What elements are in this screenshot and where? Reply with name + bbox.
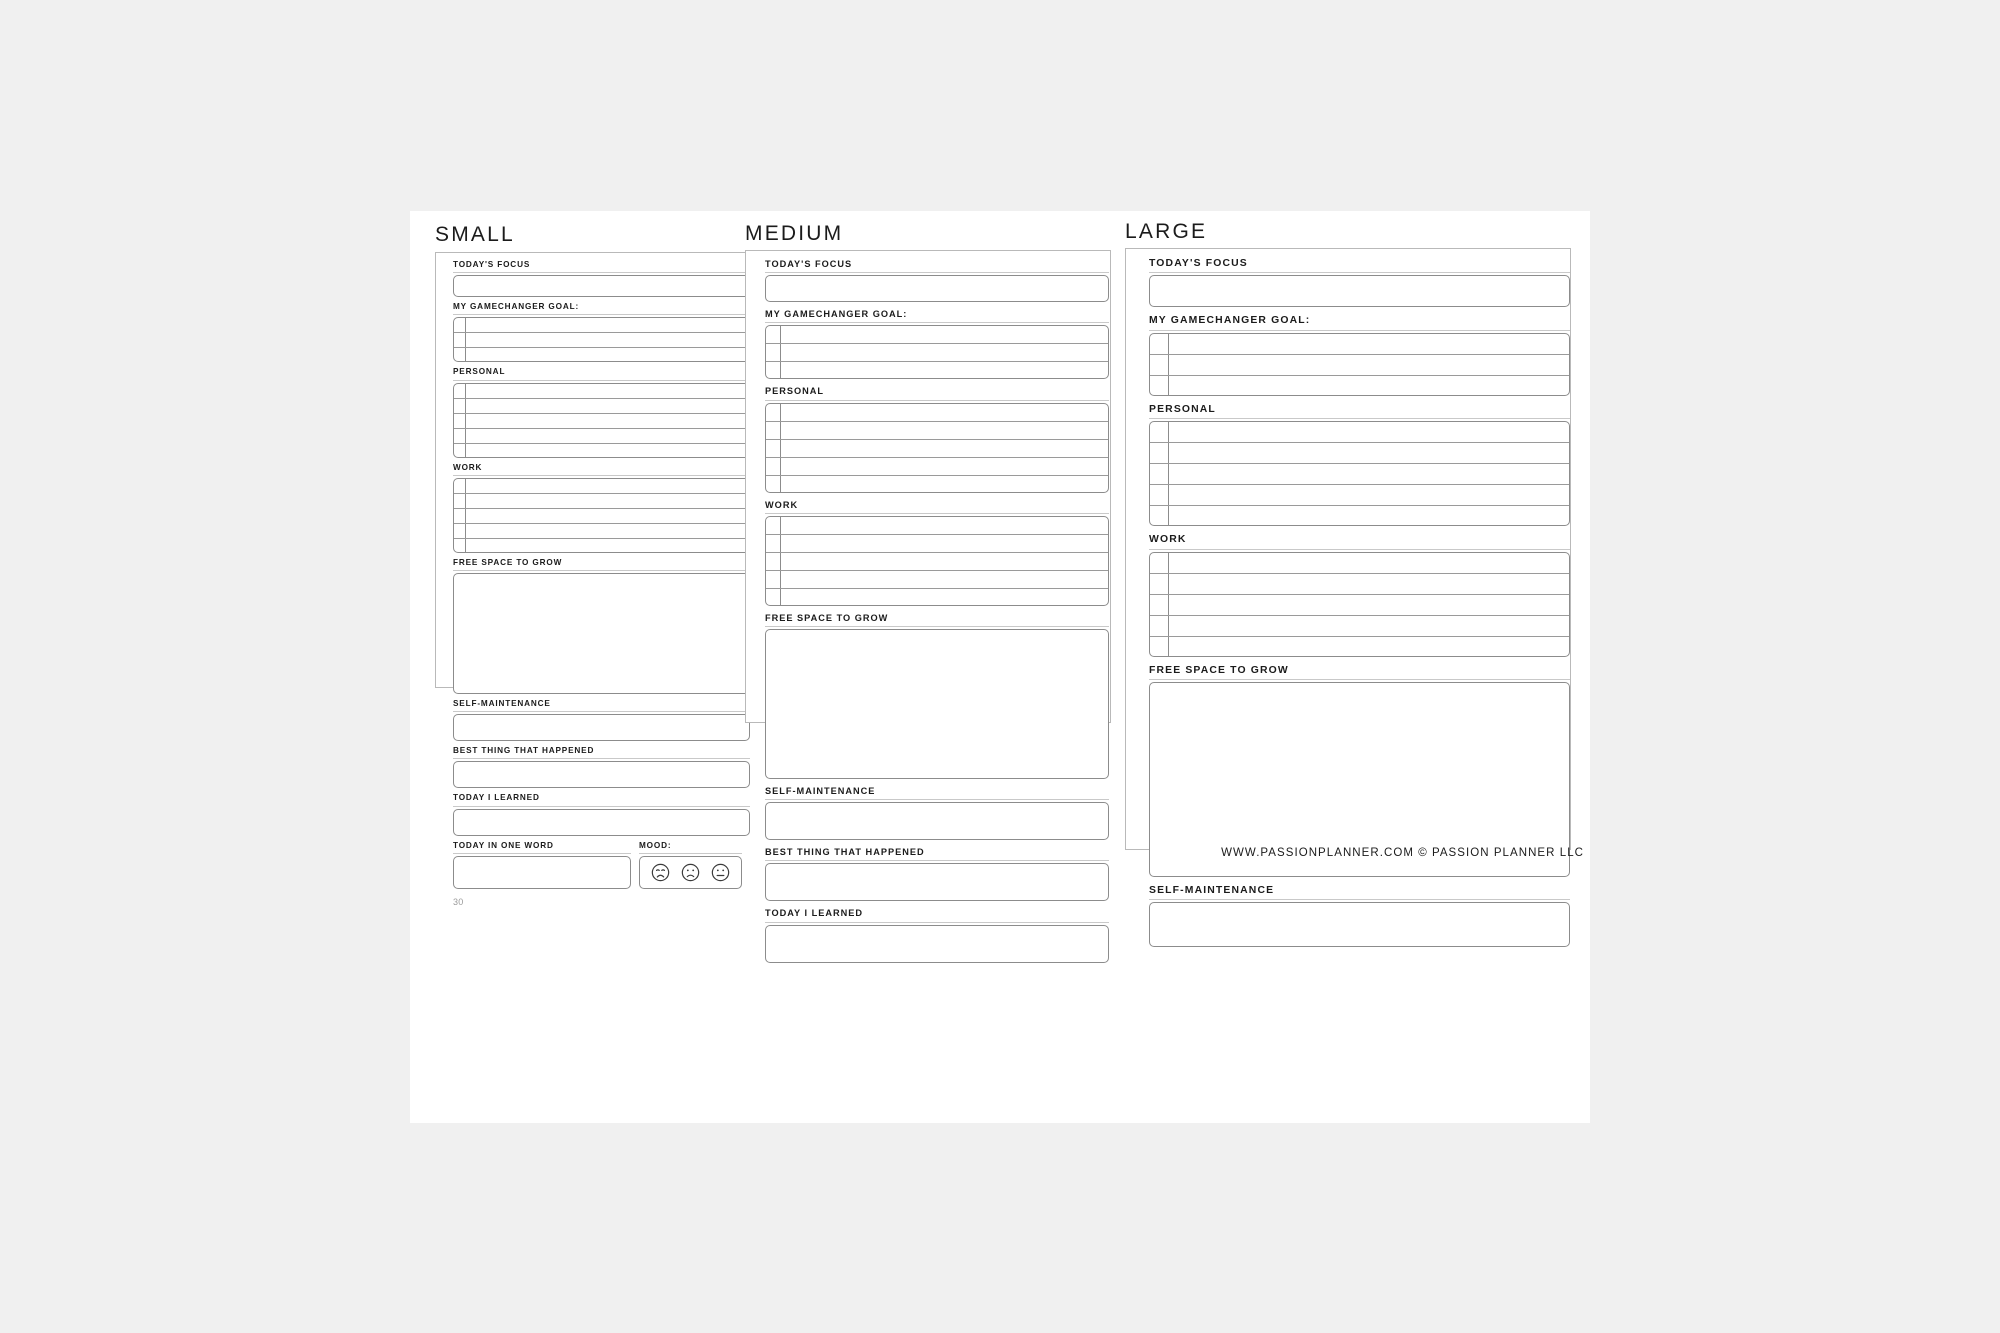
section-todays-focus-medium xyxy=(765,251,1109,302)
section-self-maintenance-small xyxy=(453,694,750,741)
planner-sheet xyxy=(410,211,1590,1123)
input-todays-focus-medium[interactable] xyxy=(765,275,1109,302)
checklist-row[interactable] xyxy=(454,348,749,363)
checklist-row[interactable] xyxy=(766,404,1108,422)
bottom-row-small xyxy=(453,836,750,889)
label-todays-focus-medium: TODAY'S FOCUS xyxy=(765,260,1109,273)
card-small xyxy=(435,252,758,907)
label-free-space-medium: FREE SPACE TO GROW xyxy=(765,614,1109,627)
label-personal-large: PERSONAL xyxy=(1149,405,1570,419)
checklist-row[interactable] xyxy=(1150,595,1569,616)
checklist-personal-medium[interactable] xyxy=(765,403,1109,493)
label-personal-medium: PERSONAL xyxy=(765,387,1109,400)
section-best-thing-medium xyxy=(765,840,1109,901)
checklist-row[interactable] xyxy=(1150,574,1569,595)
input-free-space-medium[interactable] xyxy=(765,629,1109,779)
label-today-i-learned-small: TODAY I LEARNED xyxy=(453,794,750,806)
checklist-personal-small[interactable] xyxy=(453,383,750,458)
checklist-row[interactable] xyxy=(454,494,749,509)
input-self-maintenance-small[interactable] xyxy=(453,714,750,741)
neutral-face-icon[interactable] xyxy=(711,863,730,882)
checklist-work-small[interactable] xyxy=(453,478,750,553)
card-medium xyxy=(745,250,1111,919)
checklist-row[interactable] xyxy=(454,333,749,348)
checklist-row[interactable] xyxy=(766,422,1108,440)
label-best-thing-medium: BEST THING THAT HAPPENED xyxy=(765,848,1109,861)
checklist-row[interactable] xyxy=(454,414,749,429)
label-today-in-one-word-small: TODAY IN ONE WORD xyxy=(453,842,631,854)
section-free-space-small xyxy=(453,553,750,694)
input-today-in-one-word-small[interactable] xyxy=(453,856,631,889)
label-work-small: WORK xyxy=(453,464,750,476)
section-mood-small xyxy=(639,842,742,889)
label-todays-focus-small: TODAY'S FOCUS xyxy=(453,261,750,273)
checklist-row[interactable] xyxy=(766,326,1108,344)
mood-selector-small[interactable] xyxy=(639,856,742,889)
checklist-row[interactable] xyxy=(766,553,1108,571)
section-work-large xyxy=(1149,526,1570,656)
section-best-thing-small xyxy=(453,741,750,788)
label-mood-small: MOOD: xyxy=(639,842,742,854)
checklist-row[interactable] xyxy=(454,384,749,399)
input-best-thing-small[interactable] xyxy=(453,761,750,788)
section-gamechanger-goal-medium xyxy=(765,302,1109,379)
label-todays-focus-large: TODAY'S FOCUS xyxy=(1149,259,1570,273)
section-todays-focus-small xyxy=(453,253,750,297)
label-self-maintenance-large: SELF-MAINTENANCE xyxy=(1149,886,1570,900)
input-free-space-small[interactable] xyxy=(453,573,750,694)
checklist-gamechanger-goal-small[interactable] xyxy=(453,317,750,362)
section-work-small xyxy=(453,458,750,553)
checklist-gamechanger-goal-large[interactable] xyxy=(1149,333,1570,396)
input-self-maintenance-large[interactable] xyxy=(1149,902,1570,947)
section-free-space-large xyxy=(1149,657,1570,877)
checklist-row[interactable] xyxy=(766,517,1108,535)
label-self-maintenance-small: SELF-MAINTENANCE xyxy=(453,700,750,712)
checklist-row[interactable] xyxy=(1150,637,1569,658)
section-personal-large xyxy=(1149,396,1570,526)
checklist-row[interactable] xyxy=(1150,376,1569,397)
input-todays-focus-small[interactable] xyxy=(453,275,750,297)
checklist-gamechanger-goal-medium[interactable] xyxy=(765,325,1109,379)
label-work-medium: WORK xyxy=(765,501,1109,514)
checklist-row[interactable] xyxy=(1150,355,1569,376)
checklist-row[interactable] xyxy=(454,444,749,459)
input-self-maintenance-medium[interactable] xyxy=(765,802,1109,840)
label-free-space-large: FREE SPACE TO GROW xyxy=(1149,666,1570,680)
section-self-maintenance-medium xyxy=(765,779,1109,840)
checklist-row[interactable] xyxy=(766,344,1108,362)
checklist-work-medium[interactable] xyxy=(765,516,1109,606)
checklist-row[interactable] xyxy=(454,318,749,333)
section-personal-medium xyxy=(765,379,1109,492)
label-gamechanger-goal-medium: MY GAMECHANGER GOAL: xyxy=(765,310,1109,323)
section-gamechanger-goal-large xyxy=(1149,307,1570,395)
checklist-row[interactable] xyxy=(766,476,1108,494)
frowning-face-icon[interactable] xyxy=(681,863,700,882)
checklist-row[interactable] xyxy=(766,589,1108,607)
input-todays-focus-large[interactable] xyxy=(1149,275,1570,307)
column-title-large: LARGE xyxy=(1125,220,1208,243)
label-gamechanger-goal-large: MY GAMECHANGER GOAL: xyxy=(1149,316,1570,330)
label-best-thing-small: BEST THING THAT HAPPENED xyxy=(453,747,750,759)
checklist-row[interactable] xyxy=(454,539,749,554)
section-self-maintenance-large xyxy=(1149,877,1570,947)
checklist-row[interactable] xyxy=(766,458,1108,476)
checklist-personal-large[interactable] xyxy=(1149,421,1570,526)
card-inner-large xyxy=(1149,249,1570,947)
column-title-medium: MEDIUM xyxy=(745,222,844,245)
column-title-small: SMALL xyxy=(435,223,515,246)
checklist-row[interactable] xyxy=(1150,616,1569,637)
label-personal-small: PERSONAL xyxy=(453,368,750,380)
section-free-space-medium xyxy=(765,606,1109,779)
checklist-row[interactable] xyxy=(766,440,1108,458)
checklist-row[interactable] xyxy=(766,535,1108,553)
checklist-row[interactable] xyxy=(454,399,749,414)
checklist-row[interactable] xyxy=(454,479,749,494)
checklist-row[interactable] xyxy=(454,509,749,524)
section-personal-small xyxy=(453,362,750,457)
checklist-row[interactable] xyxy=(1150,422,1569,443)
checklist-row[interactable] xyxy=(1150,553,1569,574)
checklist-row[interactable] xyxy=(1150,464,1569,485)
checklist-row[interactable] xyxy=(1150,443,1569,464)
checklist-work-large[interactable] xyxy=(1149,552,1570,657)
section-todays-focus-large xyxy=(1149,249,1570,307)
checklist-row[interactable] xyxy=(454,429,749,444)
crying-face-icon[interactable] xyxy=(651,863,670,882)
label-self-maintenance-medium: SELF-MAINTENANCE xyxy=(765,787,1109,800)
section-gamechanger-goal-small xyxy=(453,297,750,362)
card-inner-medium xyxy=(765,251,1109,963)
section-today-i-learned-small xyxy=(453,788,750,835)
checklist-row[interactable] xyxy=(1150,334,1569,355)
input-best-thing-medium[interactable] xyxy=(765,863,1109,901)
checklist-row[interactable] xyxy=(766,362,1108,380)
label-today-i-learned-medium: TODAY I LEARNED xyxy=(765,909,1109,922)
input-today-i-learned-medium[interactable] xyxy=(765,925,1109,963)
label-free-space-small: FREE SPACE TO GROW xyxy=(453,559,750,571)
checklist-row[interactable] xyxy=(454,524,749,539)
input-today-i-learned-small[interactable] xyxy=(453,809,750,836)
footer-copyright: WWW.PASSIONPLANNER.COM © PASSION PLANNER LLC xyxy=(1221,847,1584,859)
checklist-row[interactable] xyxy=(1150,485,1569,506)
label-work-large: WORK xyxy=(1149,535,1570,549)
section-today-i-learned-medium xyxy=(765,901,1109,962)
card-inner-small xyxy=(453,253,750,907)
section-work-medium xyxy=(765,493,1109,606)
section-today-in-one-word-small xyxy=(453,842,631,889)
label-gamechanger-goal-small: MY GAMECHANGER GOAL: xyxy=(453,303,750,315)
checklist-row[interactable] xyxy=(766,571,1108,589)
page-number-small: 30 xyxy=(453,896,464,907)
checklist-row[interactable] xyxy=(1150,506,1569,527)
